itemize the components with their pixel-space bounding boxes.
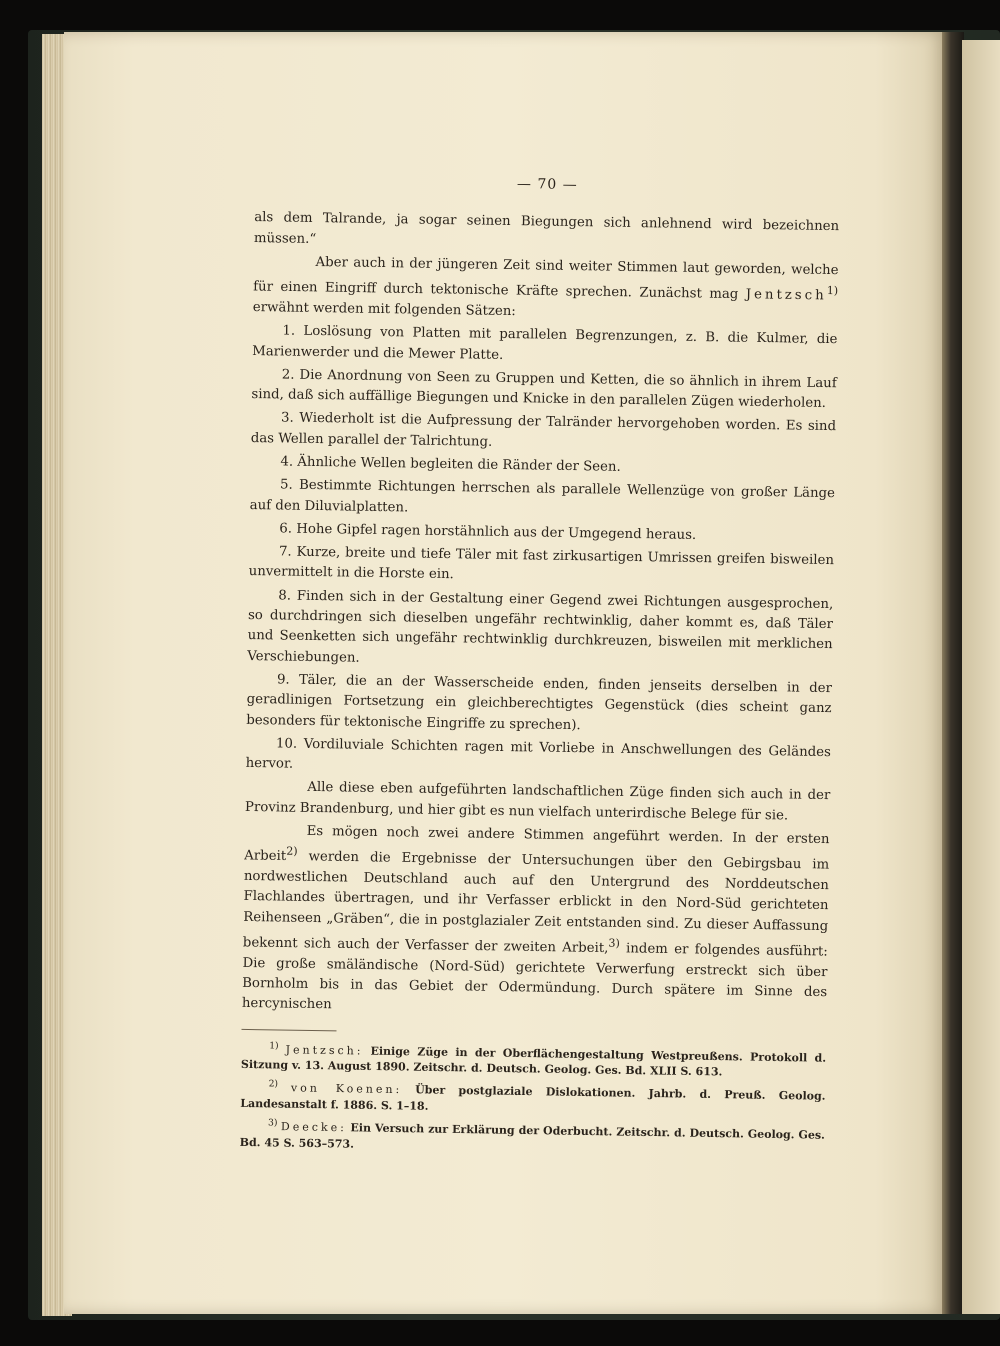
footnote	[240, 1076, 825, 1121]
facing-page-edge	[962, 40, 1000, 1314]
list-item: 2. Die Anordnung von Seen zu Gruppen und Ketten, die so ähnlich in ihrem Lauf sind, daß sich auffällige Biegungen und Knicke in den parallelen Zügen wiederholen.	[251, 367, 837, 412]
footnote-author: Deecke:	[280, 1120, 347, 1135]
footnote	[240, 1115, 825, 1160]
paragraph-text: Aber auch in der jüngeren Zeit sind weiter Stimmen laut geworden, welche für einen Eingriff durch tektonische Kräfte sprechen. Zunächst mag	[253, 254, 839, 303]
list-item: 10. Vordiluviale Schichten ragen mit Vorliebe in Anschwellungen des Geländes hervor.	[245, 736, 832, 772]
list-item: 6. Hohe Gipfel ragen horstähnlich aus der Umgegend heraus.	[279, 521, 697, 543]
list-item: 3. Wiederholt ist die Aufpressung der Talränder hervorgehoben worden. Es sind das Wellen parallel der Talrichtung.	[250, 410, 837, 450]
paragraph-text: werden die Ergebnisse der Untersuchungen über den Gebirgsbau im nordwestlichen Deutschland auch auf den Untergrund des Norddeutschen Flachlandes übertragen, und ihr Verfasser erblickt in den Nord-Süd gerichteten Reihenseen „Gräben“, die in postglazialer Zeit entstanden sind. Zu dieser Auffassung bekennt sich auch der Verfasser der zweiten Arbeit,	[242, 849, 830, 957]
footnote-divider	[241, 1028, 336, 1030]
paragraph-text: Es mögen noch zwei andere Stimmen angeführt werden. In der ersten Arbeit	[244, 823, 830, 865]
list-item: 5. Bestimmte Richtungen herrschen als parallele Wellenzüge von großer Länge auf den Diluvialplatten.	[249, 477, 836, 516]
list-item: 9. Täler, die an der Wasserscheide enden, finden jenseits derselben in der geradlinigen Fortsetzung ein gleichberechtigtes Gegenstück (dies scheint ganz besonders für tektonische Eingriffe zu sprechen).	[246, 672, 833, 733]
page-text	[240, 170, 840, 1163]
page-number: — 70 —	[516, 176, 578, 194]
footnote-text: Einige Züge in der Oberflächengestaltung Westpreußens. Protokoll d. Sitzung v. 13. August 1890. Zeitschr. d. Deutsch. Geolog. Ges. Bd. XLII S. 613.	[240, 1044, 827, 1079]
book-gutter	[942, 32, 964, 1314]
footnote-text: Ein Versuch zur Erklärung der Oderbucht. Zeitschr. d. Deutsch. Geolog. Ges. Bd. 45 S. 563–573.	[239, 1121, 826, 1151]
footnote-author: Jentzsch:	[285, 1042, 364, 1058]
footnote-mark: 3)	[267, 1117, 278, 1129]
paragraph-text: indem er folgendes ausführt: Die große smäländische (Nord-Süd) gerichtete Verwerfung erstreckt sich über Bornholm bis in das Gebiet der Odermündung. Durch spätere im Sinne des hercynischen	[241, 941, 828, 1013]
paragraph: Alle diese eben aufgeführten landschaftlichen Züge finden sich auch in der Provinz Brandenburg, und hier gibt es nun vielfach unterirdische Belege für sie.	[244, 780, 831, 824]
paragraph-continuation: als dem Talrande, ja sogar seinen Biegungen sich anlehnend wird bezeichnen müssen.“	[253, 210, 840, 247]
footnote-mark: 2)	[268, 1078, 279, 1090]
list-item: 7. Kurze, breite und tiefe Täler mit fast zirkusartigen Umrissen greifen bisweilen unvermittelt in die Horste ein.	[248, 544, 835, 583]
list-item: 8. Finden sich in der Gestaltung einer Gegend zwei Richtungen ausgesprochen, so durchdringen sich dieselben ungefähr rechtwinklig, daher kommt es, daß Täler und Seenketten sich ungefähr rechtwinklig durchkreuzen, bisweilen mit merklichen Verschiebungen.	[247, 588, 834, 666]
paragraph-text: erwähnt werden mit folgenden Sätzen:	[252, 299, 516, 320]
footnote-ref: 2)	[286, 844, 298, 859]
footnote-ref: 1)	[826, 284, 839, 298]
footnote-ref: 3)	[608, 936, 620, 950]
footnote-author: von Koenen:	[290, 1081, 403, 1097]
author-name: Jentzsch	[745, 287, 827, 304]
footnote	[241, 1037, 826, 1082]
list-item: 1. Loslösung von Platten mit parallelen Begrenzungen, z. B. die Kulmer, die Marienwerder und die Mewer Platte.	[252, 323, 838, 363]
footnote-mark: 1)	[269, 1039, 279, 1052]
paragraph-intro	[253, 252, 839, 327]
list-item: 4. Ähnliche Wellen begleiten die Ränder der Seen.	[280, 454, 621, 475]
footnote-text: Über postglaziale Dislokationen. Jahrb. d. Preuß. Geolog. Landesanstalt f. 1886. S. 1–18.	[240, 1083, 826, 1113]
paragraph	[242, 821, 830, 1024]
